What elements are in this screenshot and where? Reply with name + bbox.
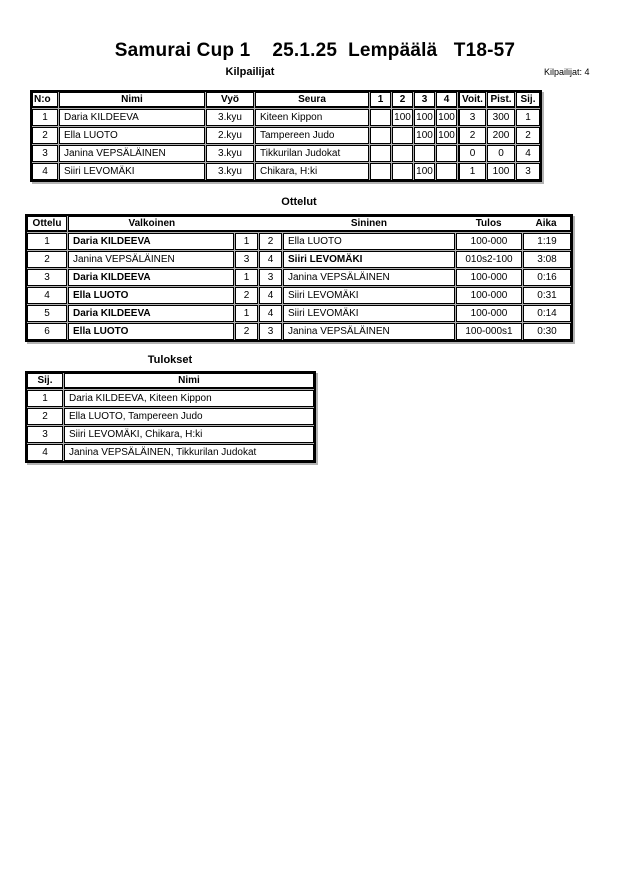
col-header-round4: 4 bbox=[436, 92, 457, 108]
col-header-white: Valkoinen bbox=[128, 218, 176, 229]
match-result-cell: 100-000 bbox=[456, 269, 522, 286]
competitor-belt-cell: 3.kyu bbox=[206, 109, 254, 126]
competitors-section-title: Kilpailijat bbox=[225, 66, 275, 78]
match-time-cell: 0:14 bbox=[523, 305, 571, 322]
match-result-cell: 100-000 bbox=[456, 305, 522, 322]
page-title: Samurai Cup 1 25.1.25 Lempäälä T18-57 bbox=[114, 40, 516, 61]
matches-header-spacer bbox=[235, 217, 283, 230]
white-competitor-cell: Daria KILDEEVA bbox=[68, 305, 234, 322]
competitor-round1-cell bbox=[370, 163, 391, 180]
col-header-time: Aika bbox=[535, 218, 557, 229]
competitor-round1-cell bbox=[370, 109, 391, 126]
competitors-count: Kilpailijat: 4 bbox=[544, 67, 590, 77]
competitor-belt-cell: 2.kyu bbox=[206, 127, 254, 144]
match-time-cell: 1:19 bbox=[523, 233, 571, 250]
result-name-cell: Daria KILDEEVA, Kiteen Kippon bbox=[64, 390, 314, 407]
competitor-name-cell: Ella LUOTO bbox=[59, 127, 205, 144]
blue-competitor-cell: Ella LUOTO bbox=[283, 233, 455, 250]
blue-number-cell: 3 bbox=[259, 269, 282, 286]
result-place-cell: 3 bbox=[27, 426, 63, 443]
competitor-place-cell: 1 bbox=[516, 109, 540, 126]
match-result-cell: 100-000 bbox=[456, 287, 522, 304]
blue-competitor-cell: Janina VEPSÄLÄINEN bbox=[283, 323, 455, 340]
competitor-club-cell: Kiteen Kippon bbox=[255, 109, 369, 126]
matches-section-title: Ottelut bbox=[281, 196, 317, 208]
competitor-round3-cell: 100 bbox=[414, 127, 435, 144]
competitor-number-cell: 1 bbox=[32, 109, 58, 126]
col-header-no: N:o bbox=[32, 92, 58, 108]
col-header-club: Seura bbox=[255, 92, 369, 108]
competitor-place-cell: 3 bbox=[516, 163, 540, 180]
competitor-number-cell: 3 bbox=[32, 145, 58, 162]
col-header-place: Sij. bbox=[27, 373, 63, 389]
match-number-cell: 6 bbox=[27, 323, 67, 340]
competitor-round2-cell: 100 bbox=[392, 109, 413, 126]
white-competitor-cell: Daria KILDEEVA bbox=[68, 233, 234, 250]
competitor-club-cell: Tampereen Judo bbox=[255, 127, 369, 144]
competitor-belt-cell: 3.kyu bbox=[206, 145, 254, 162]
col-header-points: Pist. bbox=[487, 92, 515, 108]
match-result-cell: 100-000 bbox=[456, 233, 522, 250]
competitor-round4-cell: 100 bbox=[436, 109, 457, 126]
white-competitor-cell: Janina VEPSÄLÄINEN bbox=[68, 251, 234, 268]
competitor-round2-cell bbox=[392, 145, 413, 162]
blue-number-cell: 4 bbox=[259, 287, 282, 304]
match-number-cell: 4 bbox=[27, 287, 67, 304]
col-header-result: Tulos bbox=[475, 218, 502, 229]
blue-number-cell: 2 bbox=[259, 233, 282, 250]
competitor-place-cell: 2 bbox=[516, 127, 540, 144]
white-number-cell: 2 bbox=[235, 323, 258, 340]
white-number-cell: 1 bbox=[235, 305, 258, 322]
competitor-name-cell: Daria KILDEEVA bbox=[59, 109, 205, 126]
match-time-cell: 0:16 bbox=[523, 269, 571, 286]
blue-number-cell: 4 bbox=[259, 305, 282, 322]
match-number-cell: 5 bbox=[27, 305, 67, 322]
col-header-round1: 1 bbox=[370, 92, 391, 108]
white-number-cell: 2 bbox=[235, 287, 258, 304]
competitor-club-cell: Chikara, H:ki bbox=[255, 163, 369, 180]
col-header-wins: Voit. bbox=[458, 92, 486, 108]
result-place-cell: 2 bbox=[27, 408, 63, 425]
col-header-name: Nimi bbox=[59, 92, 205, 108]
competitor-round4-cell: 100 bbox=[436, 127, 457, 144]
blue-competitor-cell: Janina VEPSÄLÄINEN bbox=[283, 269, 455, 286]
competitor-points-cell: 200 bbox=[487, 127, 515, 144]
white-number-cell: 3 bbox=[235, 251, 258, 268]
competitor-round3-cell: 100 bbox=[414, 109, 435, 126]
results-table bbox=[25, 371, 316, 463]
col-header-match: Ottelu bbox=[27, 216, 67, 232]
competitor-wins-cell: 3 bbox=[458, 109, 486, 126]
white-competitor-cell: Ella LUOTO bbox=[68, 323, 234, 340]
competitor-wins-cell: 0 bbox=[458, 145, 486, 162]
competitors-table bbox=[30, 90, 542, 182]
competitor-club-cell: Tikkurilan Judokat bbox=[255, 145, 369, 162]
match-time-cell: 3:08 bbox=[523, 251, 571, 268]
col-header-place: Sij. bbox=[516, 92, 540, 108]
col-header-name: Nimi bbox=[64, 373, 314, 389]
result-name-cell: Janina VEPSÄLÄINEN, Tikkurilan Judokat bbox=[64, 444, 314, 461]
competitor-points-cell: 100 bbox=[487, 163, 515, 180]
match-time-cell: 0:30 bbox=[523, 323, 571, 340]
col-header-round3: 3 bbox=[414, 92, 435, 108]
competitor-belt-cell: 3.kyu bbox=[206, 163, 254, 180]
competitor-number-cell: 4 bbox=[32, 163, 58, 180]
match-number-cell: 2 bbox=[27, 251, 67, 268]
match-result-cell: 010s2-100 bbox=[456, 251, 522, 268]
col-header-belt: Vyö bbox=[206, 92, 254, 108]
competitor-round1-cell bbox=[370, 127, 391, 144]
competitor-round3-cell bbox=[414, 145, 435, 162]
match-number-cell: 1 bbox=[27, 233, 67, 250]
competitor-name-cell: Janina VEPSÄLÄINEN bbox=[59, 145, 205, 162]
result-place-cell: 4 bbox=[27, 444, 63, 461]
result-name-cell: Ella LUOTO, Tampereen Judo bbox=[64, 408, 314, 425]
match-result-cell: 100-000s1 bbox=[456, 323, 522, 340]
competitor-number-cell: 2 bbox=[32, 127, 58, 144]
matches-header-group bbox=[68, 216, 571, 232]
competitor-round2-cell bbox=[392, 127, 413, 144]
competitor-name-cell: Siiri LEVOMÄKI bbox=[59, 163, 205, 180]
competitor-points-cell: 300 bbox=[487, 109, 515, 126]
competitor-round1-cell bbox=[370, 145, 391, 162]
col-header-round2: 2 bbox=[392, 92, 413, 108]
white-competitor-cell: Daria KILDEEVA bbox=[68, 269, 234, 286]
competitor-points-cell: 0 bbox=[487, 145, 515, 162]
competitor-round4-cell bbox=[436, 145, 457, 162]
result-place-cell: 1 bbox=[27, 390, 63, 407]
competitor-round4-cell bbox=[436, 163, 457, 180]
white-number-cell: 1 bbox=[235, 269, 258, 286]
blue-number-cell: 3 bbox=[259, 323, 282, 340]
white-competitor-cell: Ella LUOTO bbox=[68, 287, 234, 304]
result-name-cell: Siiri LEVOMÄKI, Chikara, H:ki bbox=[64, 426, 314, 443]
matches-table bbox=[25, 214, 573, 342]
competitor-round2-cell bbox=[392, 163, 413, 180]
competitor-place-cell: 4 bbox=[516, 145, 540, 162]
white-number-cell: 1 bbox=[235, 233, 258, 250]
blue-competitor-cell: Siiri LEVOMÄKI bbox=[283, 287, 455, 304]
match-number-cell: 3 bbox=[27, 269, 67, 286]
blue-competitor-cell: Siiri LEVOMÄKI bbox=[283, 251, 455, 268]
blue-competitor-cell: Siiri LEVOMÄKI bbox=[283, 305, 455, 322]
match-time-cell: 0:31 bbox=[523, 287, 571, 304]
competitor-round3-cell: 100 bbox=[414, 163, 435, 180]
competitor-wins-cell: 2 bbox=[458, 127, 486, 144]
blue-number-cell: 4 bbox=[259, 251, 282, 268]
competitor-wins-cell: 1 bbox=[458, 163, 486, 180]
results-section-title: Tulokset bbox=[147, 354, 193, 366]
col-header-blue: Sininen bbox=[350, 218, 387, 229]
